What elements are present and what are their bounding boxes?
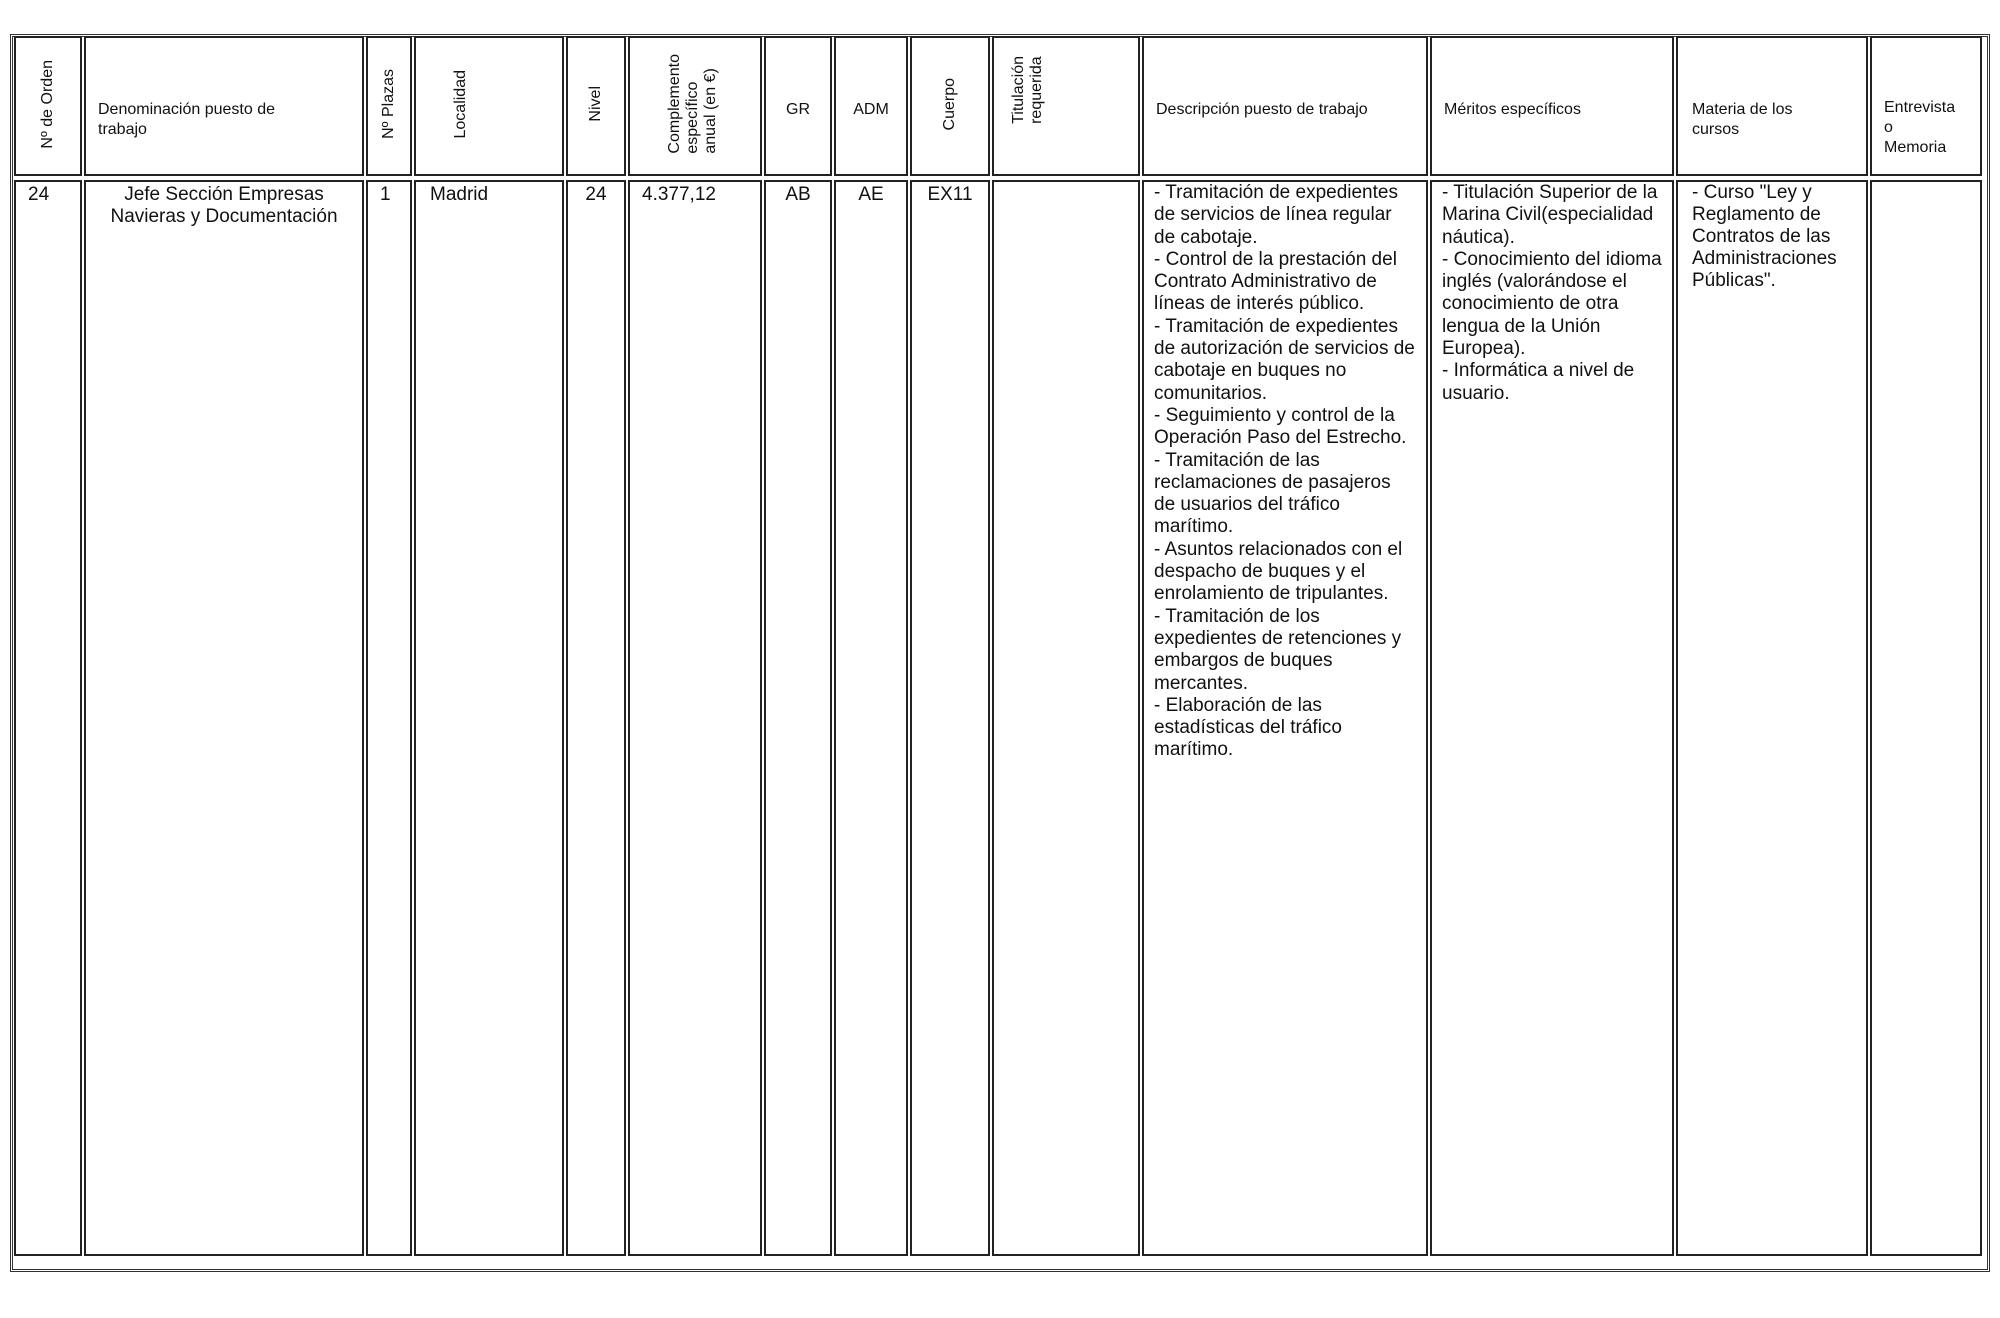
header-adm xyxy=(834,36,908,176)
list-item: - Elaboración de las estadísticas del tráfico marítimo. xyxy=(1154,694,1342,761)
header-materia-label: Materia de los cursos xyxy=(1692,101,1793,138)
cell-materia-value: - Curso "Ley y Reglamento de Contratos de las Administraciones Públicas". xyxy=(1692,182,1837,291)
cell-denominacion-value: Jefe Sección Empresas Navieras y Documentación xyxy=(110,184,338,227)
header-titulacion xyxy=(992,36,1140,176)
cell-orden xyxy=(14,180,82,1256)
cell-gr xyxy=(764,180,832,1256)
cell-descripcion xyxy=(1142,180,1428,1256)
cell-meritos xyxy=(1430,180,1674,1256)
cell-orden-value: 24 xyxy=(28,184,50,205)
list-item: - Informática a nivel de usuario. xyxy=(1442,360,1635,404)
header-titulacion-label: Titulación requerida xyxy=(1010,56,1045,124)
cell-adm xyxy=(834,180,908,1256)
header-entrevista-label: Entrevista o Memoria xyxy=(1884,99,1956,156)
header-cuerpo xyxy=(910,36,990,176)
descripcion-list xyxy=(1154,182,1416,762)
header-complemento xyxy=(628,36,762,176)
cell-materia xyxy=(1676,180,1868,1256)
header-nivel-label: Nivel xyxy=(587,86,604,122)
cell-nivel xyxy=(566,180,626,1256)
list-item: - Conocimiento del idioma inglés (valorándose el conocimiento de otra lengua de la Unión Europea). xyxy=(1442,248,1662,360)
header-adm-label: ADM xyxy=(853,101,889,118)
header-meritos-label: Méritos específicos xyxy=(1444,101,1581,118)
cell-complemento xyxy=(628,180,762,1256)
cell-entrevista xyxy=(1870,180,1982,1256)
header-descripcion-label: Descripción puesto de trabajo xyxy=(1156,101,1368,118)
header-gr-label: GR xyxy=(786,101,810,118)
header-cuerpo-label: Cuerpo xyxy=(941,77,958,131)
list-item: - Control de la prestación del Contrato Administrativo de líneas de interés público. xyxy=(1154,248,1397,315)
header-plazas-label: Nº Plazas xyxy=(380,69,397,139)
meritos-list xyxy=(1442,182,1666,405)
cell-plazas xyxy=(366,180,412,1256)
list-item: - Tramitación de expedientes de autorización de servicios de cabotaje en buques no comunitarios. xyxy=(1154,315,1415,404)
cell-nivel-value: 24 xyxy=(585,184,607,205)
cell-denominacion xyxy=(84,180,364,1256)
header-complemento-label: Complemento específico anual (en €) xyxy=(666,54,719,154)
header-plazas xyxy=(366,36,412,176)
cell-cuerpo xyxy=(910,180,990,1256)
header-localidad-label: Localidad xyxy=(452,69,469,139)
list-item: - Titulación Superior de la Marina Civil(especialidad náutica). xyxy=(1442,182,1658,248)
header-denominacion-label: Denominación puesto de trabajo xyxy=(98,101,276,138)
list-item: - Tramitación de expedientes de servicios de línea regular de cabotaje. xyxy=(1154,182,1398,248)
cell-gr-value: AB xyxy=(785,184,811,205)
cell-plazas-value: 1 xyxy=(380,184,391,205)
list-item: - Asuntos relacionados con el despacho de buques y el enrolamiento de tripulantes. xyxy=(1154,538,1403,605)
header-descripcion xyxy=(1142,36,1428,176)
list-item: - Tramitación de las reclamaciones de pasajeros de usuarios del tráfico marítimo. xyxy=(1154,449,1391,538)
header-meritos xyxy=(1430,36,1674,176)
cell-adm-value: AE xyxy=(858,184,884,205)
header-nivel xyxy=(566,36,626,176)
header-materia xyxy=(1676,36,1868,176)
list-item: - Seguimiento y control de la Operación Paso del Estrecho. xyxy=(1154,404,1407,449)
header-orden xyxy=(14,36,82,176)
header-gr xyxy=(764,36,832,176)
header-localidad xyxy=(414,36,564,176)
header-entrevista xyxy=(1870,36,1982,176)
header-orden-label: Nº de Orden xyxy=(39,59,56,149)
header-denominacion xyxy=(84,36,364,176)
cell-cuerpo-value: EX11 xyxy=(927,184,973,205)
cell-localidad xyxy=(414,180,564,1256)
cell-localidad-value: Madrid xyxy=(430,184,489,205)
list-item: - Tramitación de los expedientes de retenciones y embargos de buques mercantes. xyxy=(1154,605,1402,694)
cell-titulacion xyxy=(992,180,1140,1256)
cell-complemento-value: 4.377,12 xyxy=(642,184,716,205)
